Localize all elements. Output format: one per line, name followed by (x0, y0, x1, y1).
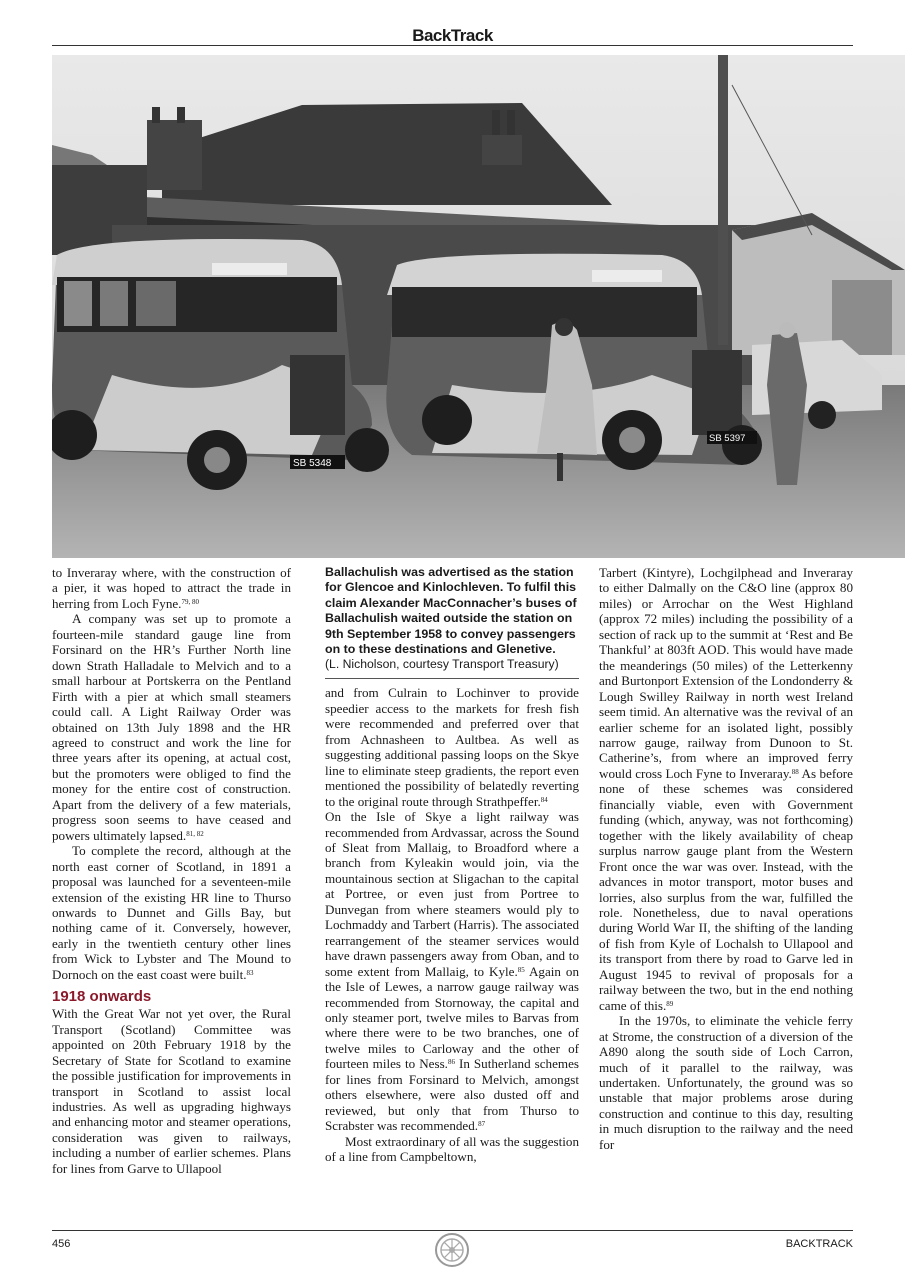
magazine-name: BACKTRACK (785, 1238, 853, 1250)
column1-paragraph-1-text: to Inveraray where, with the construction of a pier, it was hoped to attract the trade in herring from Loch Fyne. (52, 565, 291, 611)
article-column-1 (52, 565, 291, 1176)
column1-paragraph-2-text: A company was set up to promote a fourteen-mile standard gauge line from Forsinard on the HR’s Further North line down Strath Halladale to Melvich and to a small harbour at Portskerra on the Pentland Firth with a pier at which small steamers could call. A Light Railway Order was obtained on 13th July 1898 and the HR agreed to construct and work the line for three years after its opening, at actual cost, but the promoters were obliged to find the money for the entire cost of construction. Apart from the delivery of a few materials, progress soon seems to have ceased and powers ultimately lapsed. (52, 611, 291, 843)
footnote-ref: 79, 80 (181, 597, 199, 606)
column1-paragraph-2 (52, 611, 291, 843)
footnote-ref: 86 (447, 1058, 455, 1067)
photo-caption: Ballachulish was advertised as the station for Glencoe and Kinlochleven. To fulfil this claim Alexander MacConnacher’s buses of Ballachulish waited outside the station on 9th September 1958 to convey passengers on to these destinations and Glenetive. (325, 565, 577, 657)
footnote-ref: 89 (666, 999, 674, 1008)
bus2-plate: SB 5397 (709, 433, 746, 444)
running-header-title: BackTrack (412, 26, 493, 45)
column2-paragraph-2b-text: Again on the Isle of Lewes, a narrow gauge railway was recommended from Stornoway, the capital and only steamer port, twelve miles to Barvas from where there were to be two branches, one of twelve miles to Carloway and the other of fourteen miles to Ness. (325, 963, 579, 1072)
caption-rule (325, 678, 579, 679)
column1-paragraph-3 (52, 843, 291, 982)
footnote-ref: 88 (791, 767, 799, 776)
footer-rule (52, 1230, 853, 1231)
column3-paragraph-2: In the 1970s, to eliminate the vehicle ferry at Strome, the construction of a diversion of the A890 along the south side of Loch Carron, much of it parallel to the railway, was undertaken. Unfortunately, the ground was so unstable that major problems arose during construction and continue to this day, resulting in much disruption to the railway and the need for (599, 1013, 853, 1152)
column2-paragraph-1 (325, 685, 579, 809)
column3-paragraph-1 (599, 565, 853, 1013)
article-column-2 (325, 565, 579, 1164)
footnote-ref: 83 (246, 968, 254, 977)
column3-paragraph-1a-text: Tarbert (Kintyre), Lochgilphead and Inveraray to either Dalmally on the C&O line (approx 80 miles) or Arrochar on the West Highland (approx 72 miles) including the possibility of a section of rack up to the summit at ‘Rest and Be Thankful’ at 803ft AOD. This would have made the meanderings (50 miles) of the Letterkenny and Burtonport Extension of the Londonderry & Lough Swilley Railway in north west Ireland seem timid. An alternative was the revival of an earlier scheme for an isolated light, possibly narrow gauge, railway from Dunoon to St. Catherine’s, from where an improved ferry would cross Loch Fyne to Inveraray. (599, 565, 853, 781)
column2-paragraph-2c-text: In Sutherland schemes for lines from Forsinard to Melvich, amongst others elsewhere, were also dusted off and reviewed, but only that from Thurso to Scrabster was recommended. (325, 1056, 579, 1134)
footnote-ref: 87 (478, 1120, 486, 1129)
section-heading: 1918 onwards (52, 988, 152, 1006)
column1-paragraph-3-text: To complete the record, although at the north east corner of Scotland, in 1891 a proposal was launched for a seventeen-mile extension of the existing HR line to Thurso onwards to Dunnet and Gills Bay, but nothing came of it. Conversely, however, early in the twentieth century other lines from Wick to Lybster and The Mound to Dornoch on the east coast were built. (52, 843, 291, 982)
bus1-plate: SB 5348 (293, 458, 332, 469)
header-rule (52, 45, 853, 46)
column2-paragraph-2 (325, 809, 579, 1134)
photograph-buses-at-ballachulish (52, 55, 905, 558)
column2-paragraph-2a-text: On the Isle of Skye a light railway was recommended from Ardvassar, across the Sound of Sleat from Mallaig, to Broadford where a branch from Kyleakin would join, via the mountainous section at Sligachan to the capital at Portree, or even just from Portree to Dunvegan from where steamers would ply to Lochmaddy and Tarbert (Harris). The associated rearrangement of the steamer services would have drawn passengers away from Oban, and to some extent from Mallaig, to Kyle. (325, 809, 579, 979)
footnote-ref: 85 (517, 965, 525, 974)
column1-paragraph-4: With the Great War not yet over, the Rural Transport (Scotland) Committee was appointed on 20th February 1918 by the Secretary of State for Scotland to examine the possible justification for improvements in transport in Scotland to assist local industries. As well as upgrading highways and enhancing motor and steamer operations, consideration was given to railways, including a number of earlier schemes. Plans for lines from Garve to Ullapool (52, 1006, 291, 1176)
column2-paragraph-1-text: and from Culrain to Lochinver to provide speedier access to the markets for fresh fish were recommended and preferred over that from Achnasheen to Aultbea. As well as suggesting additional passing loops on the Skye line to eliminate steep gradients, the report even mentioned the possibility of belatedly reverting to the original route through Strathpeffer. (325, 685, 579, 809)
column2-paragraph-3: Most extraordinary of all was the suggestion of a line from Campbeltown, (325, 1133, 579, 1165)
footnote-ref: 84 (540, 795, 548, 804)
column1-paragraph-1 (52, 565, 291, 611)
article-column-3 (599, 565, 853, 1152)
wheel-emblem-icon (434, 1232, 470, 1268)
photo-credit: (L. Nicholson, courtesy Transport Treasury) (325, 657, 559, 672)
footnote-ref: 81, 82 (186, 829, 204, 838)
column3-paragraph-1b-text: As before none of these schemes was considered financially viable, even with Government funding (which, anyway, was not forthcoming) together with the likely availability of cheap surplus narrow gauge plant from the Western Front once the war was over. Instead, with the advances in motor transport, motor buses and lorries, also surplus from the war, fulfilled the role. Nonetheless, due to naval operations during World War II, the shifting of the landing of fish from Kyle of Lochalsh to Ullapool and its transport from there by road to Garve led in August 1945 to revival of proposals for a railway between the two, but in the end nothing came of this. (599, 765, 853, 1013)
page-number: 456 (52, 1238, 71, 1250)
